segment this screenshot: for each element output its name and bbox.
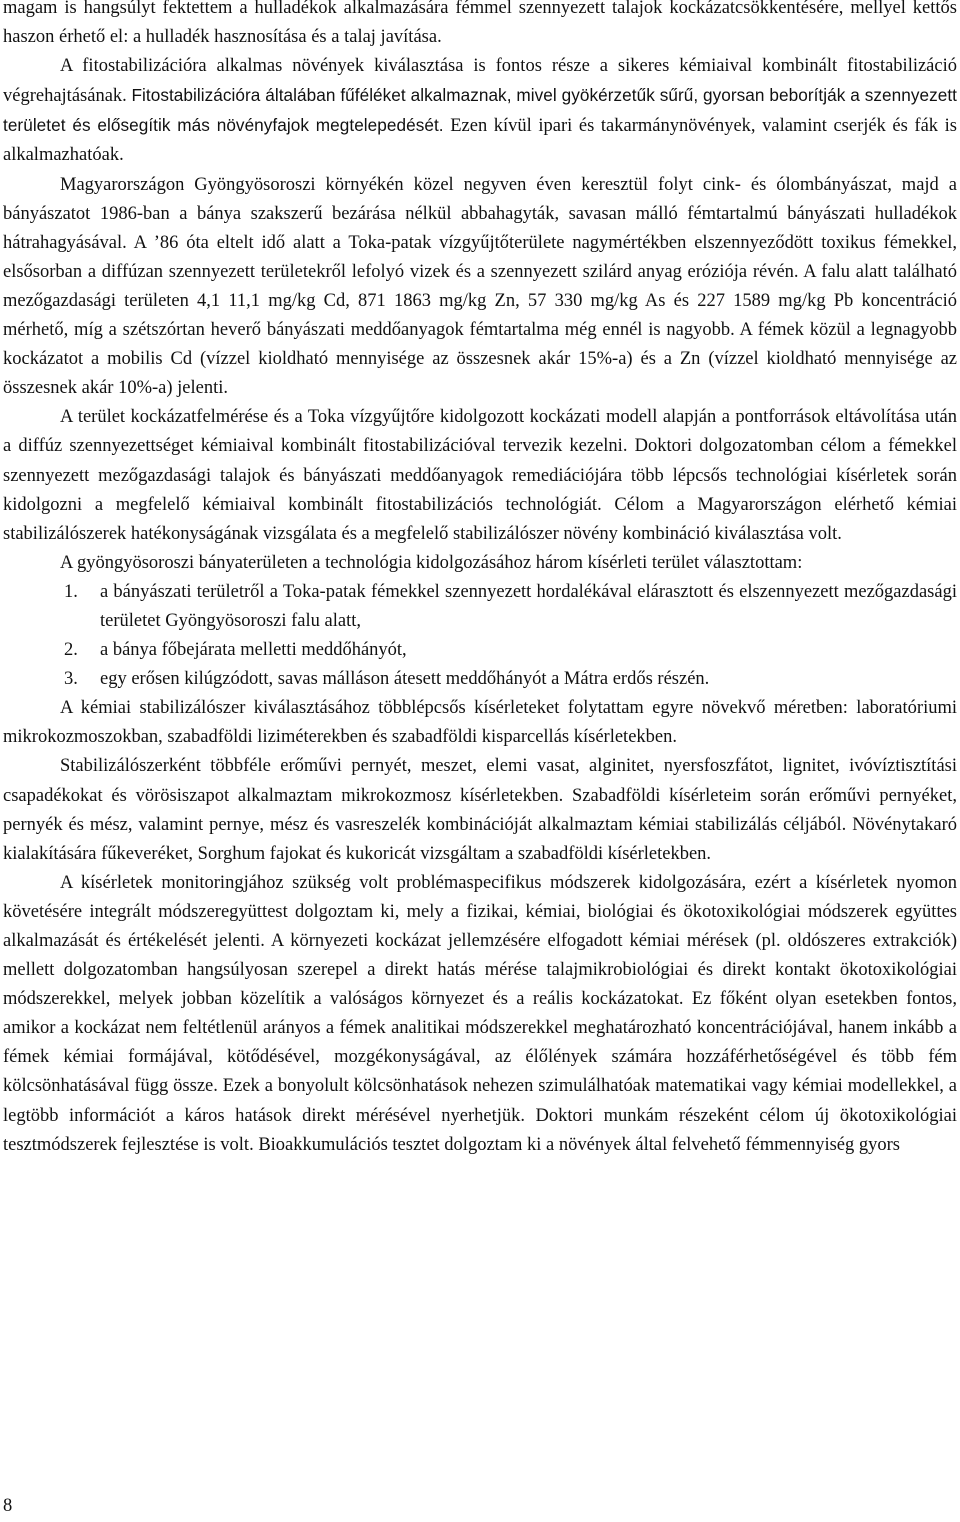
paragraph-2-sentence-2: Fitostabilizációra általában fűféléket alkalmaznak, mivel gyökérzetűk sűrű, gyorsan beborítják a szennyezett területet és elősegítik más növényfajok megtelepedését. — [3, 85, 957, 136]
paragraph-6: A kémiai stabilizálószer kiválasztásához többlépcsős kísérleteket folytattam egyre növekvő méretben: laboratóriumi mikrokozmoszokban, szabadföldi liziméterekben és szabadföldi kisparcellás kísérletekben. — [3, 698, 957, 748]
test-site-list — [3, 578, 957, 694]
paragraph-3: Magyarországon Gyöngyösoroszi környékén közel negyven éven keresztül folyt cink- és ólombányászat, majd a bányászatot 1986-ban a bánya szakszerű bezárása nélkül abbahagyták, savasan málló fémtartalmú bányászati hulladékok hátrahagyásával. A ’86 óta eltelt idő alatt a Toka-patak vízgyűjtőterülete nagymértékben elszennyeződött toxikus fémekkel, elsősorban a diffúzan szennyezett területekről lefolyó vizek és a szennyezett szilárd anyag eróziója révén. A falu alatt található mezőgazdasági területen 4,1 11,1 mg/kg Cd, 871 1863 mg/kg Zn, 57 330 mg/kg As és 227 1589 mg/kg Pb koncentráció mérhető, míg a szétszórtan heverő bányászati meddőanyagok fémtartalma még ennél is nagyobb. A fémek közül a legnagyobb kockázatot a mobilis Cd (vízzel kioldható mennyisége az összesnek akár 15%-a) és a Zn (vízzel kioldható mennyisége az összesnek akár 10%-a) jelenti. — [3, 174, 957, 399]
paragraph-5: A gyöngyösoroszi bányaterületen a technológia kidolgozásához három kísérleti terület választottam: — [60, 552, 803, 573]
list-item-number: 1. — [64, 581, 78, 602]
list-item-text: a bányászati területről a Toka-patak fémekkel szennyezett hordalékával elárasztott és elszennyezett mezőgazdasági területet Gyöngyösoroszi falu alatt, — [100, 581, 957, 631]
paragraph-2 — [3, 52, 957, 170]
list-item-number: 2. — [64, 640, 78, 661]
paragraph-4: A terület kockázatfelmérése és a Toka vízgyűjtőre kidolgozott kockázati modell alapján a pontforrások eltávolítása után a diffúz szennyezettséget kémiaival kombinált fitostabilizációval tervezik kezelni. Doktori dolgozatomban célom a fémekkel szennyezett mezőgazdasági talajok és bányászati meddőanyagok remediációjára több lépcsős technológiai kísérletek során kidolgozni a megfelelő kémiaival kombinált fitostabilizációs technológiát. Célom a Magyarországon elérhető kémiai stabilizálószerek hatékonyságának vizsgálata és a megfelelő stabilizálószer növény kombináció kiválasztása volt. — [3, 407, 957, 544]
list-item — [3, 665, 957, 694]
list-item-number: 3. — [64, 669, 78, 690]
paragraph-1: magam is hangsúlyt fektettem a hulladékok alkalmazására fémmel szennyezett talajok kockázatcsökkentésére, mellyel kettős haszon érhető el: a hulladék hasznosítása és a talaj javítása. — [3, 0, 957, 48]
page-number: 8 — [3, 1496, 13, 1516]
list-item — [3, 578, 957, 636]
paragraph-7: Stabilizálószerként többféle erőművi pernyét, meszet, elemi vasat, alginitet, nyersfoszfátot, lignitet, ivóvíztisztítási csapadékokat és vörösiszapot alkalmaztam mikrokozmosz kísérletekben. Szabadföldi kísérleteim során erőművi pernyéket, pernyék és mész, valamint pernye, mész és vasreszelék kombinációját alkalmaztam kémiai stabilizálás céljából. Növénytakaró kialakítására fűkeveréket, Sorghum fajokat és kukoricát vizsgáltam a szabadföldi kísérletekben. — [3, 756, 957, 864]
paragraph-2-sentence-1: A fitostabilizációra alkalmas növények kiválasztása is fontos része a sikeres kémiaival kombinált fitostabilizáció végrehajtásának. — [3, 56, 957, 107]
list-item-text: a bánya főbejárata melletti meddőhányót, — [100, 640, 407, 661]
list-item — [3, 636, 957, 665]
body-text — [3, 0, 957, 1160]
list-item-text: egy erősen kilúgzódott, savas málláson átesett meddőhányót a Mátra erdős részén. — [100, 669, 710, 690]
paragraph-8: A kísérletek monitoringjához szükség volt problémaspecifikus módszerek kidolgozására, ezért a kísérletek nyomon követésére integrált módszeregyüttest dolgoztam ki, mely a fizikai, kémiai, biológiai és ökotoxikológiai módszerek együttes alkalmazását és értékelését jelenti. A környezeti kockázat jellemzésére elfogadott kémiai mérések (pl. oldószeres extrakciók) mellett dolgozatomban hangsúlyosan szerepel a direkt hatás mérése talajmikrobiológiai és direkt kontakt ökotoxikológiai módszerekkel, melyek jobban közelítik a valóságos környezet és a reális kockázatokat. Ez főként olyan esetekben fontos, amikor a kockázat nem feltétlenül arányos a fémek analitikai módszerekkel meghatározható koncentrációjával, hanem inkább a fémek kémiai formájával, kötődésével, mozgékonyságával, az élőlények számára hozzáférhetőségével és több fém kölcsönhatásával függ össze. Ezek a bonyolult kölcsönhatások nehezen szimulálhatóak matematikai vagy kémiai modellekkel, a legtöbb információt a káros hatások direkt mérésével nyerhetjük. Doktori munkám részeként célom új ökotoxikológiai tesztmódszerek fejlesztése is volt. Bioakkumulációs tesztet dolgoztam ki a növények által felvehető fémmennyiség gyors — [3, 872, 957, 1155]
paragraph-2-sentence-3: Ezen kívül ipari és takarmánynövények, valamint cserjék és fák is alkalmazhatóak. — [3, 116, 957, 166]
